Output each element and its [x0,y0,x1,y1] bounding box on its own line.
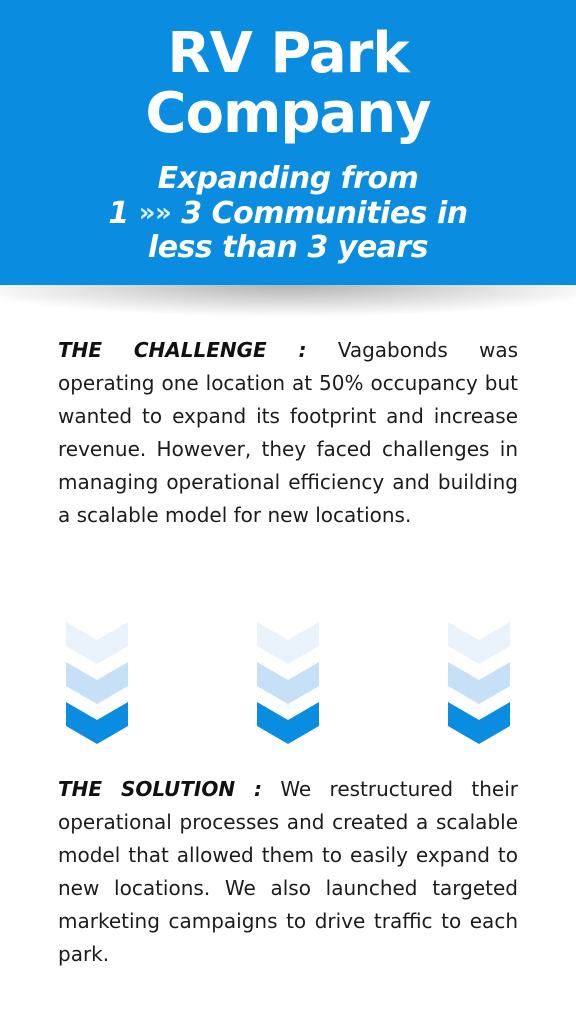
challenge-text: Vagabonds was operating one location at 50% occupancy but wanted to expand its footprint and increase revenue. However, they faced challenges in managing operational efficiency and building a scalable model for new locations. [58,338,519,527]
chevron-mid [257,662,319,704]
chevron-dark [257,702,319,744]
challenge-section [58,334,518,532]
chevron-dark [448,702,510,744]
header-shadow [0,285,576,330]
page-title [0,21,576,146]
chevron-light [257,622,319,664]
chevron-down-icon [257,622,319,744]
subtitle-line-2 [0,196,576,231]
chevron-mid [448,662,510,704]
title-line-1: RV Park [167,21,409,86]
chevron-light [448,622,510,664]
solution-heading: THE SOLUTION : [58,777,262,801]
subtitle-end-count: 3 Communities in [181,196,468,231]
title-line-2: Company [145,81,431,146]
challenge-heading: THE CHALLENGE : [58,338,307,362]
solution-text: We restructured their operational processes and created a scalable model that allowed them to easily expand to new locations. We also launched targeted marketing campaigns to drive traffic to each park. [58,777,518,966]
subtitle-line-3: less than 3 years [147,230,429,265]
chevron-light [66,622,128,664]
chevron-mid [66,662,128,704]
chevron-dark [66,702,128,744]
double-arrow-icon: »» [138,198,172,228]
page-subtitle [0,162,576,265]
subtitle-line-1: Expanding from [157,161,419,196]
solution-section [58,773,518,971]
chevron-down-icon [448,622,510,744]
subtitle-start-count: 1 [108,196,129,231]
chevron-down-icon [66,622,128,744]
header-banner [0,0,576,285]
